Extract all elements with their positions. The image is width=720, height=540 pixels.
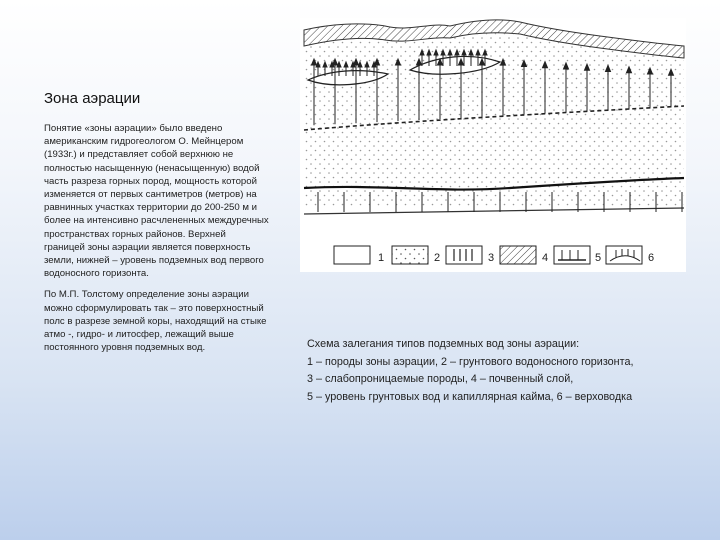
legend-label-3: 3 [488,252,495,264]
diagram-legend [334,246,654,264]
diagram-caption [307,336,707,406]
paragraph-definition: Понятие «зоны аэрации» было введено американским гидрогеологом О. Мейнцером (1933г.) и представляет собой верхнюю не полностью насыщенную (ненасыщенную) водой часть разреза горных пород, мощность которой изменяется от первых сантиметров (метров) на равнинных участках территории до 200-250 м и более на интенсивно расчлененных междуречных пространствах горных районов. Верхней границей зоны аэрации является поверхность земли, нижней – уровень подземных вод первого водоносного горизонта. [44,123,269,280]
slide-title: Зона аэрации [44,90,141,107]
legend-box-3 [446,246,482,264]
caption-line-3: 5 – уровень грунтовых вод и капиллярная кайма, 6 – верховодка [307,390,633,403]
legend-label-2: 2 [434,252,441,264]
legend-box-4 [500,246,536,264]
legend-label-4: 4 [542,252,549,264]
paragraph-tolstoy: По М.П. Толстому определение зоны аэрации можно сформулировать так – это поверхностный полс в разрезе земной коры, находящий на стыке атмо -, гидро- и литосфер, лежащий выше постоянного уровня подземных вод. [44,289,267,354]
legend-box-1 [334,246,370,264]
legend-box-6 [606,246,642,264]
legend-box-5 [554,246,590,264]
legend-label-1: 1 [378,252,385,264]
aeration-zone-diagram [300,18,686,272]
caption-line-1: 1 – породы зоны аэрации, 2 – грунтового водоносного горизонта, [307,355,634,368]
caption-title: Схема залегания типов подземных вод зоны аэрации: [307,338,580,350]
legend-box-2 [392,246,428,264]
body-text [44,122,269,362]
aquitard-line [304,208,684,214]
legend-label-5: 5 [595,252,602,264]
legend-label-6: 6 [648,252,655,264]
caption-line-2: 3 – слабопроницаемые породы, 4 – почвенный слой, [307,373,574,385]
